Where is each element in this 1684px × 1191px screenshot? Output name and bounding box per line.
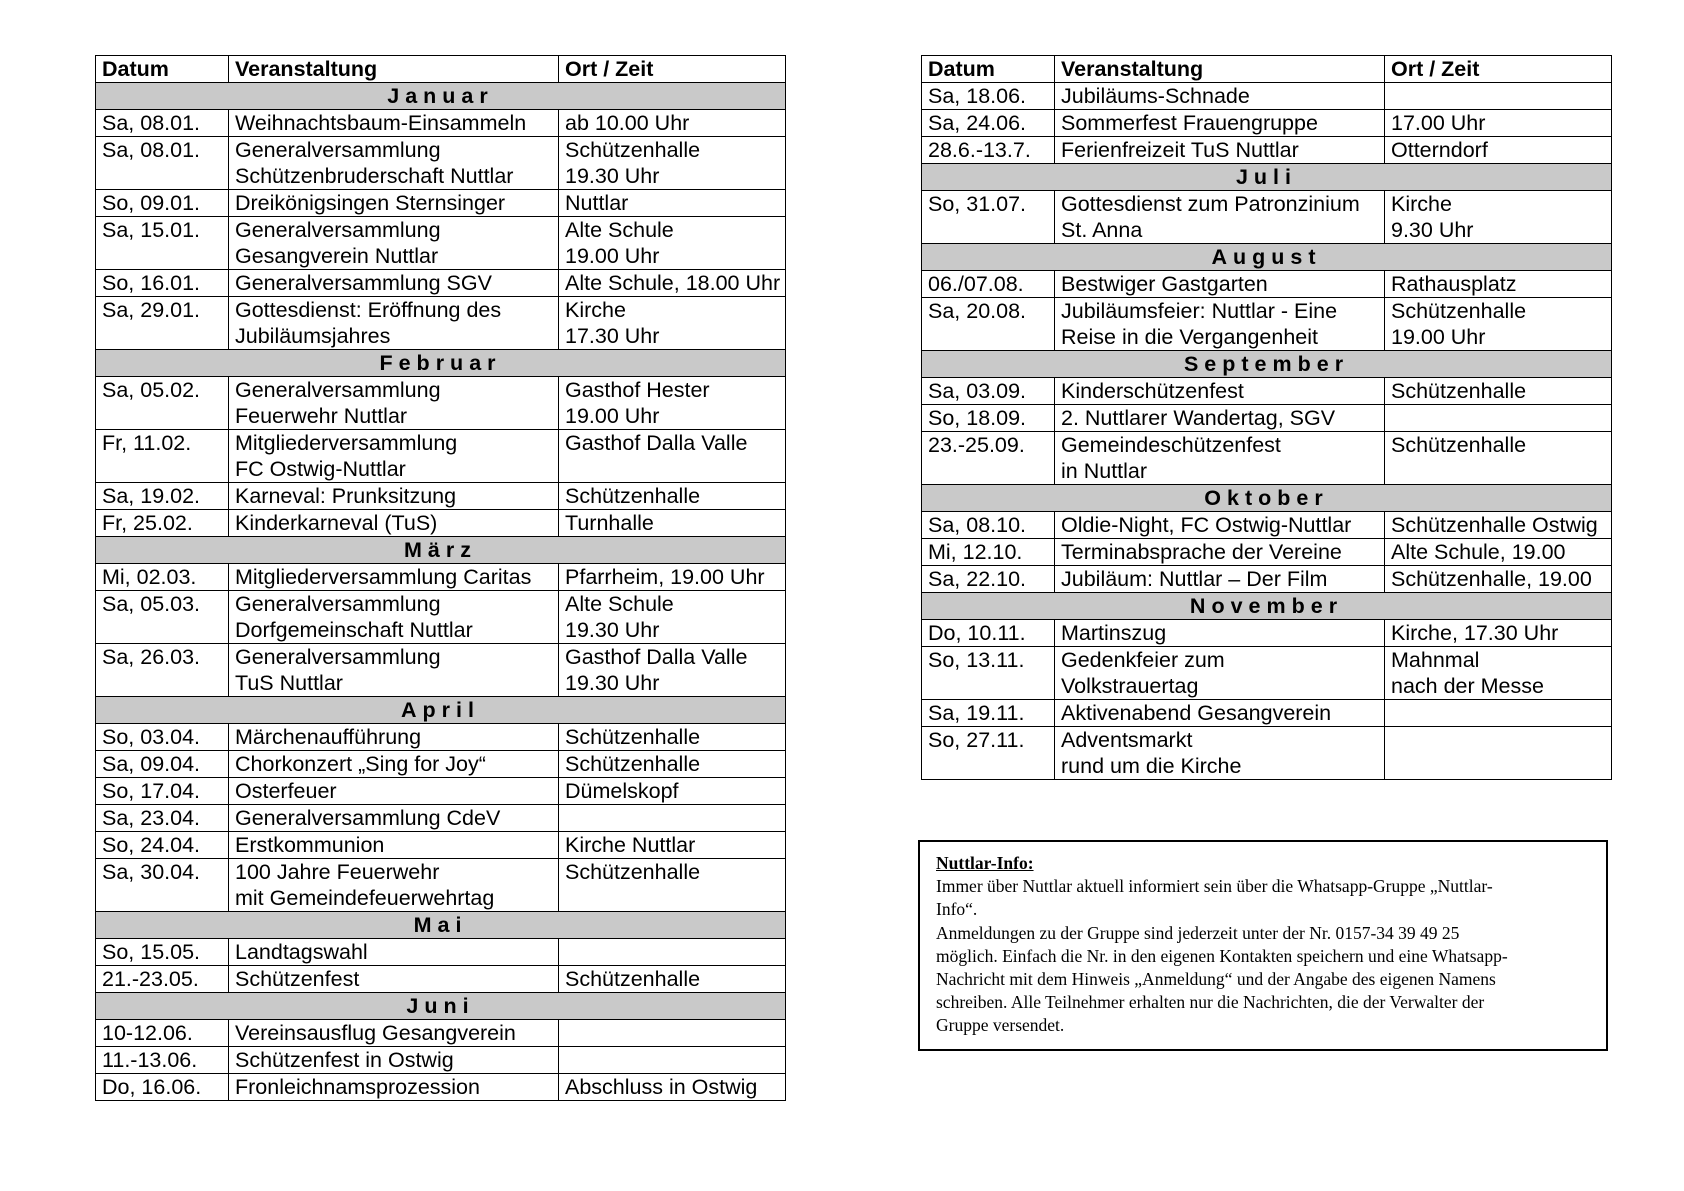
event-place-line: Schützenhalle Ostwig <box>1391 513 1598 537</box>
info-text <box>936 875 1592 1037</box>
event-row <box>922 566 1612 593</box>
event-name <box>1055 298 1385 351</box>
event-name-line: Mitgliederversammlung <box>235 431 458 455</box>
event-row <box>922 137 1612 164</box>
event-name <box>229 859 559 912</box>
event-name-line: Dorfgemeinschaft Nuttlar <box>235 618 473 642</box>
event-place-time <box>1385 512 1612 539</box>
event-name-line: Reise in die Vergangenheit <box>1061 325 1318 349</box>
event-place-line: Schützenhalle <box>565 138 701 162</box>
event-name-line: rund um die Kirche <box>1061 754 1242 778</box>
event-date: Sa, 09.04. <box>96 751 229 778</box>
event-date: Sa, 29.01. <box>96 297 229 350</box>
month-header-row <box>96 537 786 564</box>
event-place-line: Alte Schule <box>565 592 674 616</box>
event-row <box>96 483 786 510</box>
event-row <box>922 378 1612 405</box>
event-place-line: ab 10.00 Uhr <box>565 111 690 135</box>
event-name <box>1055 405 1385 432</box>
event-name <box>229 297 559 350</box>
event-name <box>1055 191 1385 244</box>
event-name-line: Jubiläumsfeier: Nuttlar - Eine <box>1061 299 1338 323</box>
event-name-line: Terminabsprache der Vereine <box>1061 540 1342 564</box>
event-date: Sa, 19.11. <box>922 700 1055 727</box>
event-place-line: Pfarrheim, 19.00 Uhr <box>565 565 765 589</box>
event-place-time <box>1385 727 1612 780</box>
event-date: Sa, 05.02. <box>96 377 229 430</box>
header-place: Ort / Zeit <box>1385 56 1612 83</box>
event-name <box>229 270 559 297</box>
event-name-line: Aktivenabend Gesangverein <box>1061 701 1332 725</box>
event-place-line: Kirche, 17.30 Uhr <box>1391 621 1559 645</box>
header-event: Veranstaltung <box>229 56 559 83</box>
month-header-row <box>922 164 1612 191</box>
event-row <box>96 510 786 537</box>
month-label: August <box>922 244 1612 271</box>
event-row <box>96 859 786 912</box>
event-place-line: Abschluss in Ostwig <box>565 1075 758 1099</box>
event-name-line: Karneval: Prunksitzung <box>235 484 457 508</box>
header-event: Veranstaltung <box>1055 56 1385 83</box>
event-place-time <box>559 430 786 483</box>
event-date: Sa, 08.10. <box>922 512 1055 539</box>
month-header-row <box>96 350 786 377</box>
event-place-time <box>559 510 786 537</box>
event-place-line: Kirche <box>1391 192 1452 216</box>
header-date: Datum <box>922 56 1055 83</box>
event-place-time <box>559 564 786 591</box>
event-name <box>1055 620 1385 647</box>
event-name-line: Generalversammlung <box>235 645 441 669</box>
event-place-time <box>1385 539 1612 566</box>
month-header-row <box>922 244 1612 271</box>
event-row <box>922 83 1612 110</box>
event-date: Do, 16.06. <box>96 1074 229 1101</box>
event-date: Sa, 22.10. <box>922 566 1055 593</box>
event-name-line: mit Gemeindefeuerwehrtag <box>235 886 495 910</box>
info-line: Info“. <box>936 899 978 920</box>
event-place-line: 17.00 Uhr <box>1391 111 1486 135</box>
event-place-time <box>1385 700 1612 727</box>
event-place-line: Schützenhalle <box>1391 379 1527 403</box>
event-place-time <box>559 217 786 270</box>
event-date: 06./07.08. <box>922 271 1055 298</box>
event-place-time <box>1385 191 1612 244</box>
event-name-line: Fronleichnamsprozession <box>235 1075 480 1099</box>
event-place-line: Mahnmal <box>1391 648 1480 672</box>
event-place-time <box>1385 620 1612 647</box>
events-table-left <box>95 55 786 1101</box>
event-name <box>1055 647 1385 700</box>
event-date: So, 03.04. <box>96 724 229 751</box>
event-date: Sa, 23.04. <box>96 805 229 832</box>
month-label: Januar <box>96 83 786 110</box>
event-name-line: Schützenfest <box>235 967 360 991</box>
event-place-time <box>559 1074 786 1101</box>
event-row <box>96 751 786 778</box>
event-place-time <box>559 805 786 832</box>
event-name-line: Generalversammlung <box>235 378 441 402</box>
event-name-line: 2. Nuttlarer Wandertag, SGV <box>1061 406 1336 430</box>
info-line: möglich. Einfach die Nr. in den eigenen Kontakten speichern und eine Whatsapp- <box>936 945 1508 966</box>
event-date: 21.-23.05. <box>96 966 229 993</box>
event-date: 10-12.06. <box>96 1020 229 1047</box>
event-name-line: Weihnachtsbaum-Einsammeln <box>235 111 527 135</box>
event-row <box>96 1047 786 1074</box>
event-name <box>229 430 559 483</box>
event-name-line: Mitgliederversammlung Caritas <box>235 565 532 589</box>
event-row <box>96 939 786 966</box>
event-place-time <box>559 137 786 190</box>
event-place-time <box>559 644 786 697</box>
month-label: April <box>96 697 786 724</box>
event-name-line: Generalversammlung CdeV <box>235 806 501 830</box>
event-place-line: Schützenhalle <box>565 725 701 749</box>
event-date: Sa, 26.03. <box>96 644 229 697</box>
event-place-line: Schützenhalle <box>1391 299 1527 323</box>
event-name <box>229 110 559 137</box>
event-date: So, 17.04. <box>96 778 229 805</box>
event-date: So, 09.01. <box>96 190 229 217</box>
event-name-line: Generalversammlung <box>235 218 441 242</box>
event-name-line: Jubiläumsjahres <box>235 324 391 348</box>
month-label: Juli <box>922 164 1612 191</box>
event-place-time <box>1385 432 1612 485</box>
event-place-time <box>559 966 786 993</box>
event-row <box>96 297 786 350</box>
event-name <box>229 724 559 751</box>
month-header-row <box>96 83 786 110</box>
event-name <box>229 510 559 537</box>
event-name-line: Generalversammlung <box>235 592 441 616</box>
event-name <box>1055 700 1385 727</box>
event-place-time <box>1385 378 1612 405</box>
event-date: Sa, 20.08. <box>922 298 1055 351</box>
month-header-row <box>922 593 1612 620</box>
event-row <box>96 724 786 751</box>
event-place-line: 17.30 Uhr <box>565 324 660 348</box>
event-name-line: Martinszug <box>1061 621 1167 645</box>
event-place-time <box>1385 137 1612 164</box>
event-place-time <box>1385 566 1612 593</box>
event-place-line: Schützenhalle <box>565 484 701 508</box>
event-place-time <box>1385 271 1612 298</box>
event-place-line: 19.30 Uhr <box>565 164 660 188</box>
event-date: 23.-25.09. <box>922 432 1055 485</box>
month-header-row <box>922 351 1612 378</box>
events-table-right <box>921 55 1612 780</box>
event-place-time <box>559 1047 786 1074</box>
event-row <box>96 1020 786 1047</box>
event-date: So, 27.11. <box>922 727 1055 780</box>
event-name-line: Gesangverein Nuttlar <box>235 244 439 268</box>
event-place-time <box>559 270 786 297</box>
event-date: So, 13.11. <box>922 647 1055 700</box>
event-place-time <box>1385 298 1612 351</box>
event-place-line: 19.30 Uhr <box>565 671 660 695</box>
event-place-line: 19.00 Uhr <box>565 404 660 428</box>
event-date: Mi, 12.10. <box>922 539 1055 566</box>
info-title: Nuttlar-Info: <box>936 853 1034 873</box>
event-name-line: Kinderkarneval (TuS) <box>235 511 438 535</box>
event-row <box>96 137 786 190</box>
event-place-line: nach der Messe <box>1391 674 1544 698</box>
event-row <box>922 539 1612 566</box>
event-name-line: Jubiläums-Schnade <box>1061 84 1250 108</box>
event-name-line: Adventsmarkt <box>1061 728 1193 752</box>
event-row <box>96 190 786 217</box>
event-place-line: Kirche Nuttlar <box>565 833 696 857</box>
event-name <box>229 966 559 993</box>
month-label: März <box>96 537 786 564</box>
event-row <box>96 778 786 805</box>
event-place-line: Schützenhalle <box>565 860 701 884</box>
event-place-line: Gasthof Dalla Valle <box>565 431 748 455</box>
event-date: Mi, 02.03. <box>96 564 229 591</box>
event-row <box>96 591 786 644</box>
event-date: Sa, 24.06. <box>922 110 1055 137</box>
event-name-line: Ferienfreizeit TuS Nuttlar <box>1061 138 1299 162</box>
event-date: So, 18.09. <box>922 405 1055 432</box>
event-row <box>96 966 786 993</box>
event-place-time <box>559 939 786 966</box>
event-date: Fr, 11.02. <box>96 430 229 483</box>
event-place-line: Schützenhalle <box>1391 433 1527 457</box>
event-row <box>922 298 1612 351</box>
event-place-line: Gasthof Hester <box>565 378 710 402</box>
event-row <box>922 700 1612 727</box>
month-header-row <box>96 912 786 939</box>
event-place-time <box>559 751 786 778</box>
event-place-line: 19.00 Uhr <box>565 244 660 268</box>
event-name <box>229 217 559 270</box>
event-name <box>1055 566 1385 593</box>
event-place-line: Schützenhalle <box>565 752 701 776</box>
event-place-line: Rathausplatz <box>1391 272 1517 296</box>
event-row <box>96 832 786 859</box>
event-place-line: Schützenhalle, 19.00 <box>1391 567 1592 591</box>
event-name-line: 100 Jahre Feuerwehr <box>235 860 440 884</box>
event-row <box>96 430 786 483</box>
event-place-time <box>1385 405 1612 432</box>
event-name <box>1055 378 1385 405</box>
info-line: Gruppe versendet. <box>936 1015 1065 1036</box>
event-row <box>96 110 786 137</box>
info-line: Nachricht mit dem Hinweis „Anmeldung“ und der Angabe des eigenen Namens <box>936 969 1496 990</box>
event-name-line: Sommerfest Frauengruppe <box>1061 111 1318 135</box>
info-line: Anmeldungen zu der Gruppe sind jederzeit unter der Nr. 0157-34 39 49 25 <box>936 922 1460 943</box>
header-place: Ort / Zeit <box>559 56 786 83</box>
event-row <box>96 1074 786 1101</box>
event-name <box>229 778 559 805</box>
event-place-time <box>559 297 786 350</box>
event-date: So, 16.01. <box>96 270 229 297</box>
event-date: So, 24.04. <box>96 832 229 859</box>
event-name <box>229 1020 559 1047</box>
month-label: September <box>922 351 1612 378</box>
event-name-line: Jubiläum: Nuttlar – Der Film <box>1061 567 1328 591</box>
event-name-line: St. Anna <box>1061 218 1143 242</box>
month-label: Februar <box>96 350 786 377</box>
event-place-line: Turnhalle <box>565 511 654 535</box>
event-name <box>229 564 559 591</box>
event-name-line: Dreikönigsingen Sternsinger <box>235 191 506 215</box>
event-name-line: Erstkommunion <box>235 833 385 857</box>
event-place-line: Alte Schule, 19.00 <box>1391 540 1566 564</box>
event-row <box>96 644 786 697</box>
event-row <box>922 512 1612 539</box>
event-date: Sa, 19.02. <box>96 483 229 510</box>
event-place-line: Alte Schule, 18.00 Uhr <box>565 271 781 295</box>
event-place-time <box>1385 647 1612 700</box>
event-place-time <box>559 859 786 912</box>
event-date: Sa, 30.04. <box>96 859 229 912</box>
month-label: Mai <box>96 912 786 939</box>
event-place-time <box>559 483 786 510</box>
event-name <box>1055 271 1385 298</box>
event-name <box>1055 432 1385 485</box>
event-place-line: Otterndorf <box>1391 138 1488 162</box>
event-row <box>96 217 786 270</box>
event-place-time <box>1385 110 1612 137</box>
event-row <box>922 405 1612 432</box>
event-name-line: Osterfeuer <box>235 779 337 803</box>
event-row <box>96 564 786 591</box>
event-name-line: Kinderschützenfest <box>1061 379 1244 403</box>
event-name-line: Gottesdienst zum Patronzinium <box>1061 192 1360 216</box>
event-name <box>1055 727 1385 780</box>
event-name <box>229 1074 559 1101</box>
month-label: November <box>922 593 1612 620</box>
event-row <box>922 620 1612 647</box>
event-name <box>1055 539 1385 566</box>
event-name-line: TuS Nuttlar <box>235 671 343 695</box>
event-place-time <box>559 377 786 430</box>
event-name-line: Märchenaufführung <box>235 725 422 749</box>
event-name <box>229 805 559 832</box>
event-name <box>229 751 559 778</box>
event-name <box>229 190 559 217</box>
event-name <box>229 939 559 966</box>
event-place-line: Schützenhalle <box>565 967 701 991</box>
event-name <box>229 832 559 859</box>
month-label: Juni <box>96 993 786 1020</box>
event-date: So, 15.05. <box>96 939 229 966</box>
event-date: Sa, 18.06. <box>922 83 1055 110</box>
event-name-line: Generalversammlung <box>235 138 441 162</box>
event-date: Do, 10.11. <box>922 620 1055 647</box>
event-date: Sa, 08.01. <box>96 137 229 190</box>
event-name-line: Bestwiger Gastgarten <box>1061 272 1268 296</box>
event-name <box>1055 512 1385 539</box>
event-name-line: Gedenkfeier zum <box>1061 648 1225 672</box>
event-place-line: Nuttlar <box>565 191 629 215</box>
event-name-line: Feuerwehr Nuttlar <box>235 404 408 428</box>
event-name-line: FC Ostwig-Nuttlar <box>235 457 406 481</box>
event-name <box>1055 137 1385 164</box>
event-name <box>1055 110 1385 137</box>
month-header-row <box>922 485 1612 512</box>
event-name <box>229 644 559 697</box>
event-place-time <box>559 591 786 644</box>
table-header-row <box>922 56 1612 83</box>
event-name-line: Generalversammlung SGV <box>235 271 492 295</box>
event-place-line: 19.30 Uhr <box>565 618 660 642</box>
event-row <box>96 377 786 430</box>
event-date: 28.6.-13.7. <box>922 137 1055 164</box>
table-header-row <box>96 56 786 83</box>
month-header-row <box>96 697 786 724</box>
event-place-time <box>559 1020 786 1047</box>
event-name-line: Gottesdienst: Eröffnung des <box>235 298 502 322</box>
header-date: Datum <box>96 56 229 83</box>
event-name-line: Vereinsausflug Gesangverein <box>235 1021 516 1045</box>
event-place-line: Alte Schule <box>565 218 674 242</box>
event-row <box>922 191 1612 244</box>
event-place-line: Gasthof Dalla Valle <box>565 645 748 669</box>
nuttlar-info-box <box>918 840 1608 1051</box>
event-row <box>96 270 786 297</box>
event-name <box>229 591 559 644</box>
event-place-line: 19.00 Uhr <box>1391 325 1486 349</box>
event-name <box>229 1047 559 1074</box>
event-name-line: in Nuttlar <box>1061 459 1148 483</box>
event-place-time <box>559 778 786 805</box>
event-row <box>922 271 1612 298</box>
event-date: Fr, 25.02. <box>96 510 229 537</box>
event-row <box>922 110 1612 137</box>
event-row <box>922 432 1612 485</box>
event-name-line: Chorkonzert „Sing for Joy“ <box>235 752 486 776</box>
event-name-line: Oldie-Night, FC Ostwig-Nuttlar <box>1061 513 1352 537</box>
event-place-line: Dümelskopf <box>565 779 679 803</box>
event-place-time <box>559 110 786 137</box>
event-name <box>1055 83 1385 110</box>
event-row <box>96 805 786 832</box>
event-row <box>922 647 1612 700</box>
event-name-line: Gemeindeschützenfest <box>1061 433 1281 457</box>
event-place-time <box>559 190 786 217</box>
event-date: Sa, 08.01. <box>96 110 229 137</box>
event-name <box>229 483 559 510</box>
info-line: Immer über Nuttlar aktuell informiert sein über die Whatsapp-Gruppe „Nuttlar- <box>936 876 1493 897</box>
event-name-line: Volkstrauertag <box>1061 674 1199 698</box>
event-place-time <box>559 832 786 859</box>
event-place-time <box>559 724 786 751</box>
event-date: 11.-13.06. <box>96 1047 229 1074</box>
event-place-line: 9.30 Uhr <box>1391 218 1474 242</box>
event-name-line: Schützenfest in Ostwig <box>235 1048 454 1072</box>
month-label: Oktober <box>922 485 1612 512</box>
event-date: Sa, 05.03. <box>96 591 229 644</box>
event-name-line: Landtagswahl <box>235 940 368 964</box>
event-name <box>229 377 559 430</box>
event-date: Sa, 15.01. <box>96 217 229 270</box>
info-line: schreiben. Alle Teilnehmer erhalten nur die Nachrichten, die der Verwalter der <box>936 992 1485 1013</box>
event-name <box>229 137 559 190</box>
event-row <box>922 727 1612 780</box>
event-name-line: Schützenbruderschaft Nuttlar <box>235 164 514 188</box>
event-place-line: Kirche <box>565 298 626 322</box>
event-date: Sa, 03.09. <box>922 378 1055 405</box>
event-place-time <box>1385 83 1612 110</box>
month-header-row <box>96 993 786 1020</box>
event-date: So, 31.07. <box>922 191 1055 244</box>
